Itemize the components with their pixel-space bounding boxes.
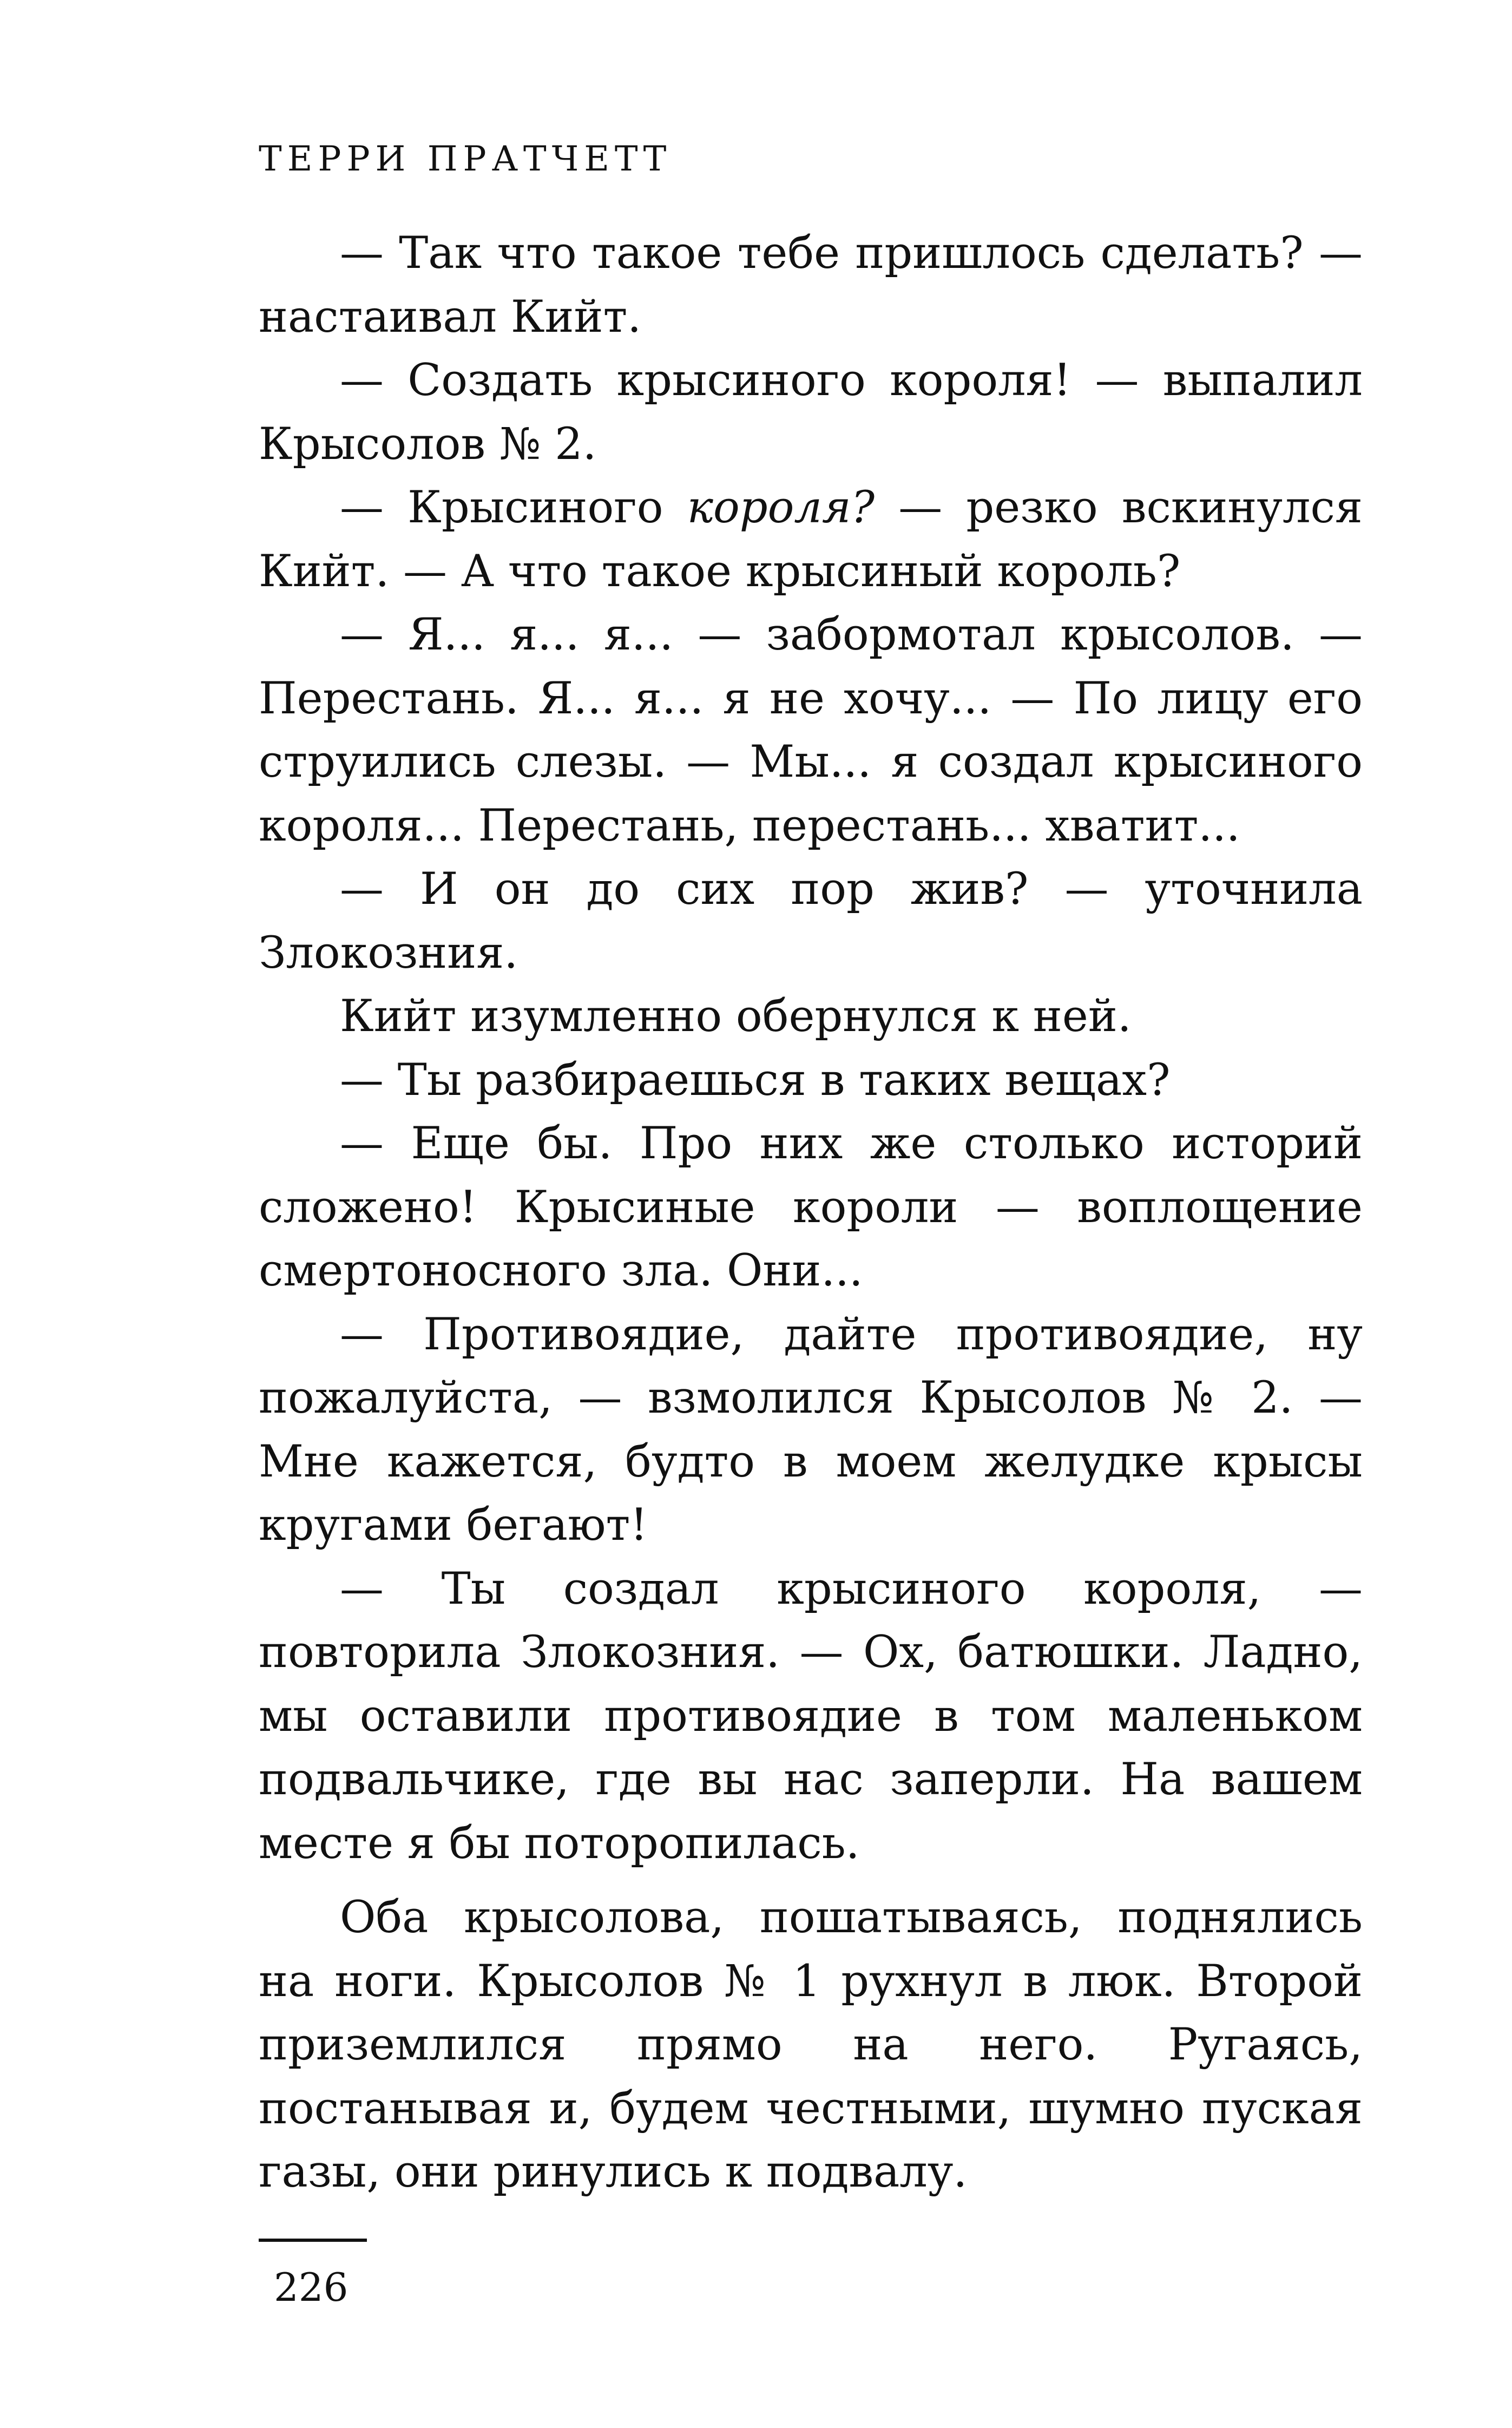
paragraph-4: — Я... я... я... — забормотал крысолов. — Перестань. Я... я... я не хочу... — По лицу его струились слезы. — Мы... я создал крысиного короля... Перестань, перестань... хватит... (259, 609, 1363, 851)
paragraph-2: — Создать крысиного короля! — выпалил Крысолов № 2. (259, 355, 1363, 470)
running-head: ТЕРРИ ПРАТЧЕТТ (259, 139, 672, 179)
folio-rule (259, 2239, 367, 2242)
paragraph-7: — Ты разбираешься в таких вещах? (340, 1054, 1171, 1106)
paragraph-6: Кийт изумленно обернулся к ней. (340, 991, 1132, 1042)
page-number: 226 (274, 2265, 349, 2310)
paragraph-1: — Так что такое тебе пришлось сделать? — настаивал Кийт. (259, 228, 1363, 343)
paragraph-3-after: — резко вскинулся Кийт. — А что такое крысиный король? (259, 482, 1363, 597)
paragraph-8: — Еще бы. Про них же столько историй сложено! Крысиные короли — воплощение смертоносного зла. Они... (259, 1118, 1363, 1296)
paragraph-11: Оба крысолова, пошатываясь, поднялись на ноги. Крысолов № 1 рухнул в люк. Второй приземлился прямо на него. Ругаясь, постанывая и, будем честными, шумно пуская газы, они ринулись к подвалу. (259, 1892, 1363, 2197)
paragraph-3-before: — Крысиного (340, 482, 687, 533)
paragraph-3-italic: короля? (687, 482, 875, 533)
paragraph-10: — Ты создал крысиного короля, — повторила Злокозния. — Ох, батюшки. Ладно, мы оставили противоядие в том маленьком подвальчике, где вы нас заперли. На вашем месте я бы поторопилась. (259, 1563, 1363, 1869)
paragraph-9: — Противоядие, дайте противоядие, ну пожалуйста, — взмолился Крысолов № 2. — Мне кажется, будто в моем желудке крысы кругами бегают! (259, 1309, 1363, 1551)
paragraph-3 (259, 476, 1363, 603)
body-text (259, 222, 1363, 2204)
paragraph-5: — И он до сих пор жив? — уточнила Злокозния. (259, 864, 1363, 979)
